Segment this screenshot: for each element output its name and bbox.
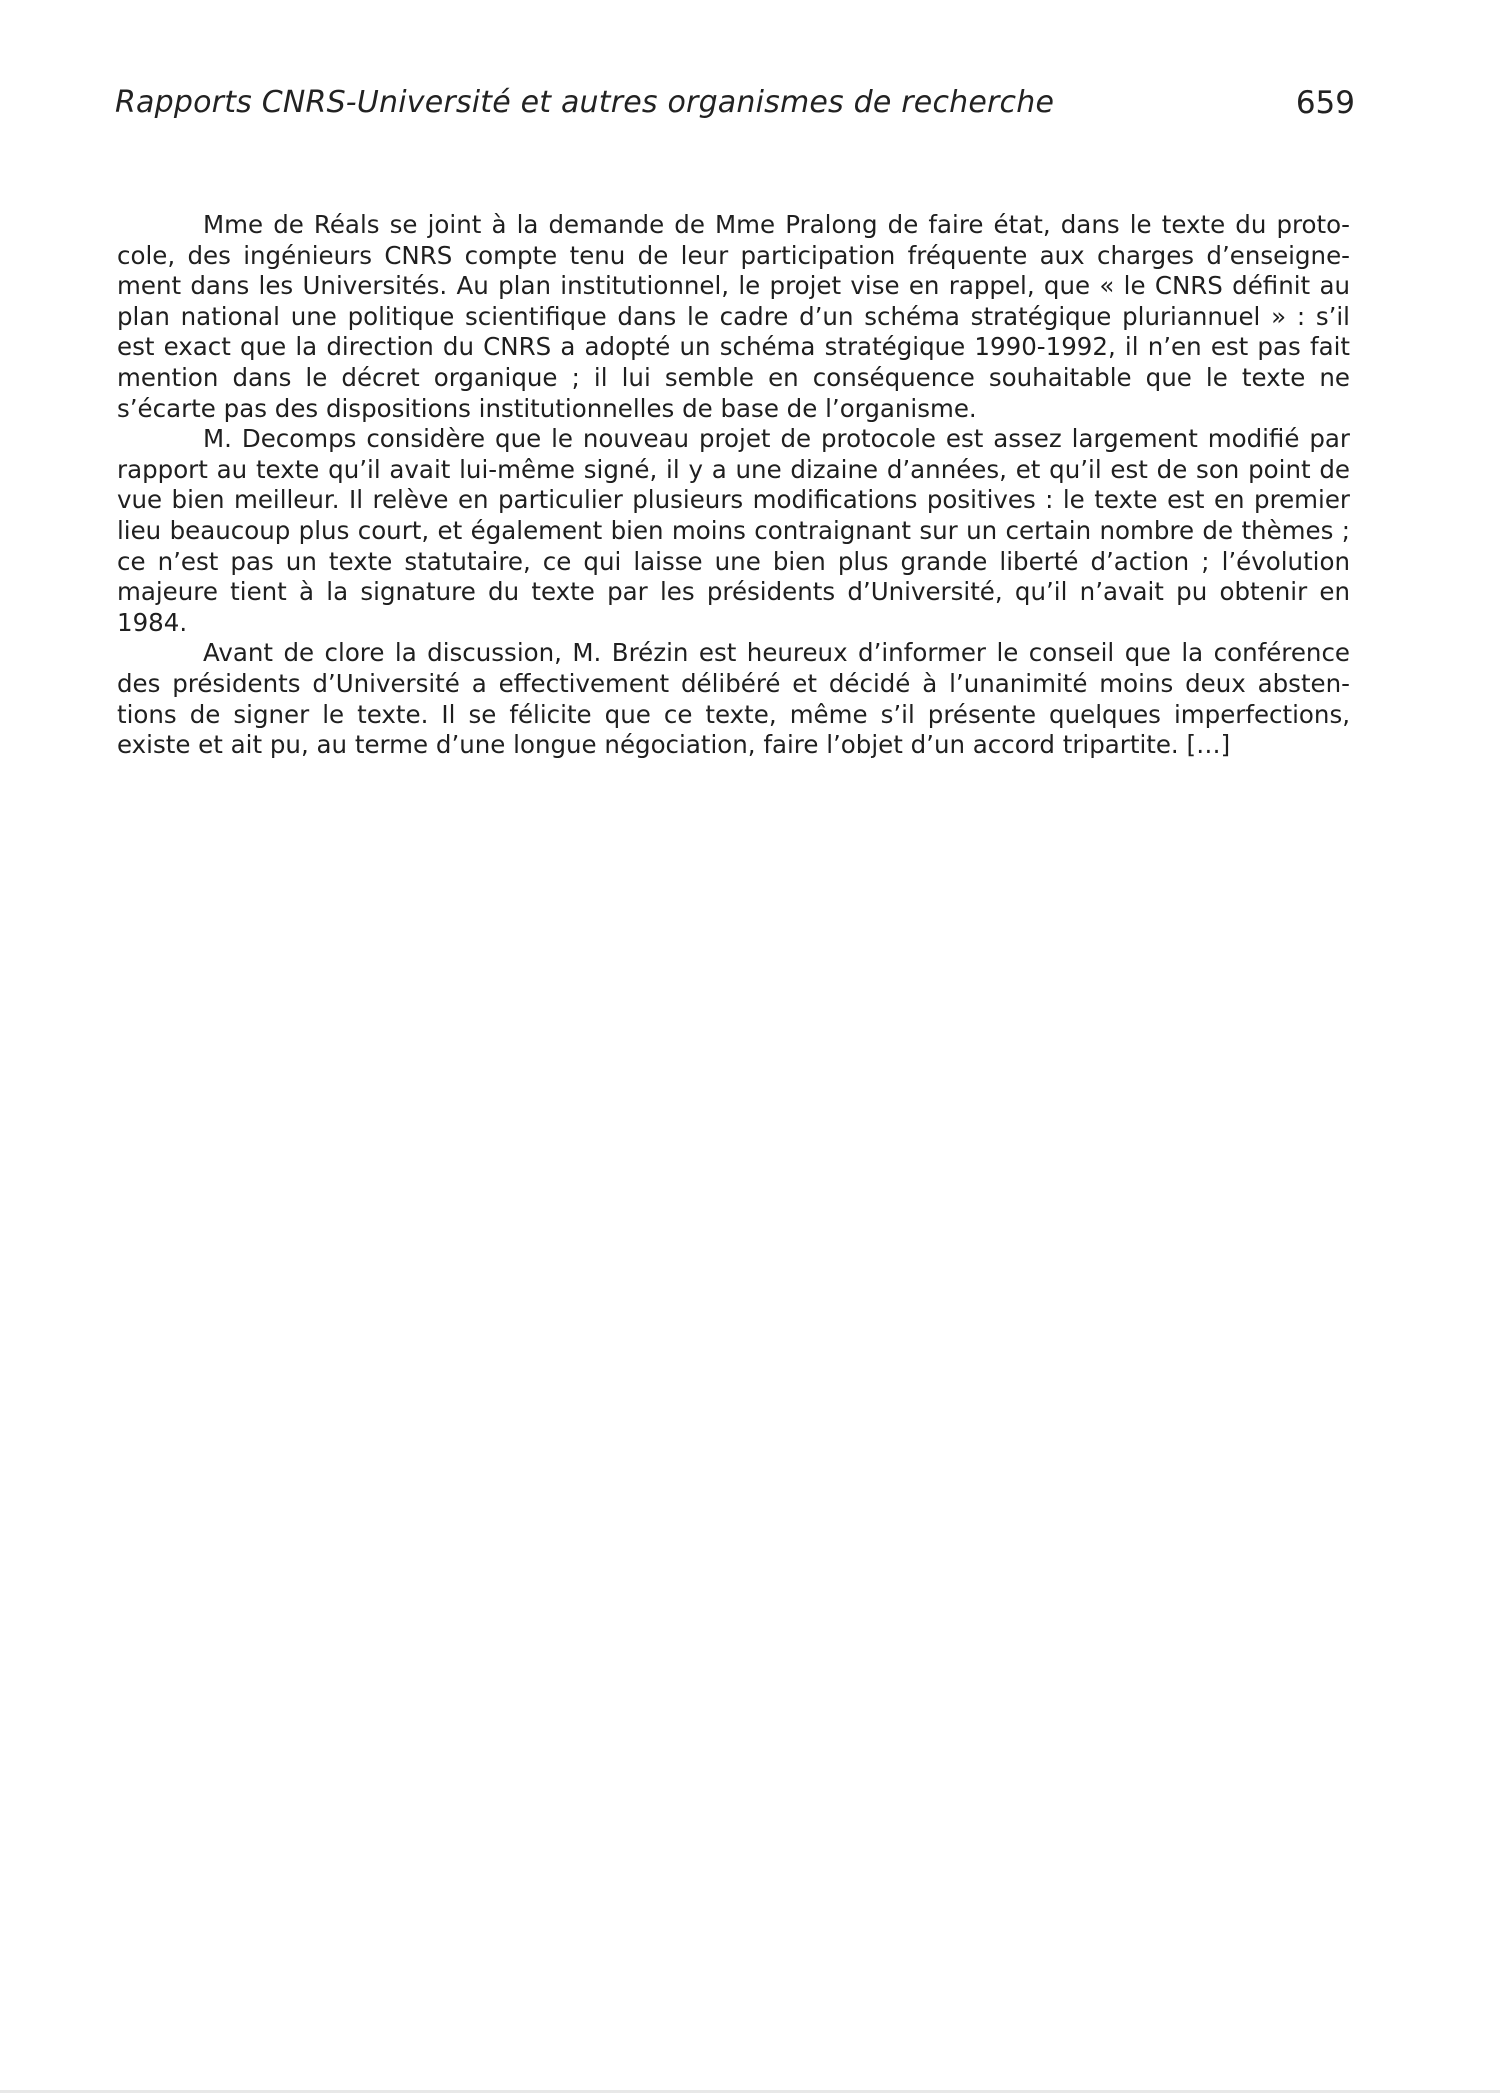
paragraph-reals: Mme de Réals se joint à la demande de Mme Pralong de faire état, dans le texte du protocole, des ingénieurs CNRS compte tenu de leur participation fréquente aux charges d’enseignement dans les Universités. Au plan institutionnel, le projet vise en rappel, que « le CNRS définit au plan national une politique scientifique dans le cadre d’un schéma stratégique pluriannuel » : s’il est exact que la direction du CNRS a adopté un schéma stratégique 1990-1992, il n’en est pas fait mention dans le décret organique ; il lui semble en conséquence souhaitable que le texte ne s’écarte pas des dispositions institutionnelles de base de l’organisme. (117, 210, 1350, 423)
paragraph-brezin: Avant de clore la discussion, M. Brézin est heureux d’informer le conseil que la conférence des présidents d’Université a effectivement délibéré et décidé à l’unanimité moins deux abstentions de signer le texte. Il se félicite que ce texte, même s’il présente quelques imperfections, existe et ait pu, au terme d’une longue négociation, faire l’objet d’un accord tripartite. […] (117, 638, 1350, 760)
body-text (117, 210, 1350, 761)
page-number: 659 (1295, 85, 1355, 121)
paragraph-decomps: M. Decomps considère que le nouveau projet de protocole est assez largement modifié par rapport au texte qu’il avait lui-même signé, il y a une dizaine d’années, et qu’il est de son point de vue bien meilleur. Il relève en particulier plusieurs modifications positives : le texte est en premier lieu beaucoup plus court, et également bien moins contraignant sur un certain nombre de thèmes ; ce n’est pas un texte statutaire, ce qui laisse une bien plus grande liberté d’action ; l’évolution majeure tient à la signature du texte par les présidents d’Université, qu’il n’avait pu obtenir en 1984. (117, 424, 1350, 637)
running-header (115, 78, 1355, 128)
running-title: Rapports CNRS-Université et autres organismes de recherche (115, 85, 1055, 120)
